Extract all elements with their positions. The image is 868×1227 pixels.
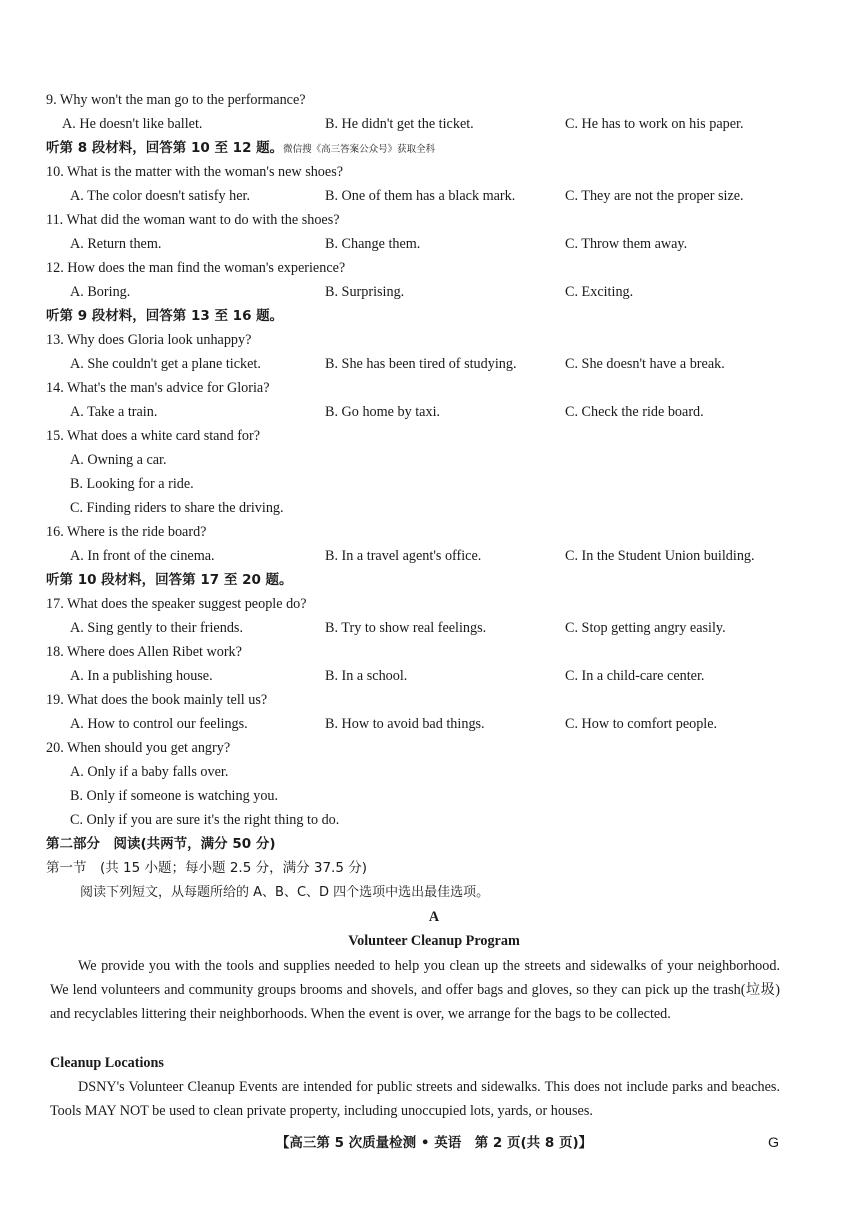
reading-instruction: 阅读下列短文，从每题所给的 A、B、C、D 四个选项中选出最佳选项。 (80, 885, 490, 900)
q14-option-a: A. Take a train. (70, 404, 158, 420)
section-one-heading: 第一节 (共 15 小题；每小题 2.5 分，满分 37.5 分) (46, 860, 367, 876)
section-heading-9: 听第 9 段材料，回答第 13 至 16 题。 (46, 308, 284, 324)
q20-option-a: A. Only if a baby falls over. (70, 764, 229, 780)
question-20: 20. When should you get angry? (46, 740, 231, 756)
q19-option-b: B. How to avoid bad things. (325, 716, 485, 732)
q16-option-a: A. In front of the cinema. (70, 548, 215, 564)
q15-option-a: A. Owning a car. (70, 452, 167, 468)
q18-option-b: B. In a school. (325, 668, 408, 684)
q10-option-b: B. One of them has a black mark. (325, 188, 516, 204)
q14-option-c: C. Check the ride board. (565, 404, 704, 420)
question-17: 17. What does the speaker suggest people do? (46, 596, 307, 612)
q10-option-c: C. They are not the proper size. (565, 188, 744, 204)
passage-paragraph-1 (50, 954, 780, 1026)
q12-option-b: B. Surprising. (325, 284, 405, 300)
q9-option-a: A. He doesn't like ballet. (62, 116, 203, 132)
q11-option-a: A. Return them. (70, 236, 162, 252)
q19-option-c: C. How to comfort people. (565, 716, 718, 732)
passage-letter: A (428, 909, 440, 925)
section-heading-10: 听第 10 段材料，回答第 17 至 20 题。 (46, 572, 293, 588)
q17-option-b: B. Try to show real feelings. (325, 620, 487, 636)
wechat-note: 微信搜《高三答案公众号》获取全科 (283, 144, 436, 155)
q16-option-c: C. In the Student Union building. (565, 548, 755, 564)
q20-option-c: C. Only if you are sure it's the right thing to do. (70, 812, 340, 828)
question-9: 9. Why won't the man go to the performance? (46, 92, 306, 108)
q9-option-b: B. He didn't get the ticket. (325, 116, 474, 132)
paragraph-1-text: We provide you with the tools and supplies needed to help you clean up the streets and sidewalks of your neighborhood. We lend volunteers and community groups brooms and shovels, and offer bags and gloves, so they can pick up the trash(垃圾) and recyclables littering their neighborhoods. When the event is over, we arrange for the bags to be collected. (50, 958, 780, 1022)
q13-option-a: A. She couldn't get a plane ticket. (70, 356, 261, 372)
q11-option-b: B. Change them. (325, 236, 421, 252)
paragraph-2-text: DSNY's Volunteer Cleanup Events are intended for public streets and sidewalks. This does not include parks and beaches. Tools MAY NOT be used to clean private property, including unoccupied lots, yards, or houses. (50, 1079, 780, 1119)
q17-option-c: C. Stop getting angry easily. (565, 620, 726, 636)
q13-option-b: B. She has been tired of studying. (325, 356, 517, 372)
question-10: 10. What is the matter with the woman's new shoes? (46, 164, 344, 180)
q14-option-b: B. Go home by taxi. (325, 404, 441, 420)
q15-option-b: B. Looking for a ride. (70, 476, 194, 492)
q11-option-c: C. Throw them away. (565, 236, 688, 252)
question-18: 18. Where does Allen Ribet work? (46, 644, 242, 660)
part-two-heading: 第二部分 阅读(共两节，满分 50 分) (46, 836, 276, 852)
q18-option-a: A. In a publishing house. (70, 668, 213, 684)
passage-paragraph-2 (50, 1075, 780, 1123)
section-heading-8: 听第 8 段材料，回答第 10 至 12 题。微信搜《高三答案公众号》获取全科 (46, 140, 436, 156)
q10-option-a: A. The color doesn't satisfy her. (70, 188, 250, 204)
question-19: 19. What does the book mainly tell us? (46, 692, 268, 708)
q20-option-b: B. Only if someone is watching you. (70, 788, 279, 804)
q15-option-c: C. Finding riders to share the driving. (70, 500, 284, 516)
question-12: 12. How does the man find the woman's experience? (46, 260, 346, 276)
q12-option-c: C. Exciting. (565, 284, 634, 300)
q19-option-a: A. How to control our feelings. (70, 716, 248, 732)
q16-option-b: B. In a travel agent's office. (325, 548, 482, 564)
version-mark: G (768, 1135, 780, 1151)
page-footer: 【高三第 5 次质量检测 • 英语 第 2 页(共 8 页)】 (275, 1135, 593, 1151)
question-15: 15. What does a white card stand for? (46, 428, 261, 444)
q17-option-a: A. Sing gently to their friends. (70, 620, 243, 636)
q9-option-c: C. He has to work on his paper. (565, 116, 744, 132)
question-11: 11. What did the woman want to do with the shoes? (46, 212, 340, 228)
q12-option-a: A. Boring. (70, 284, 131, 300)
question-13: 13. Why does Gloria look unhappy? (46, 332, 252, 348)
q13-option-c: C. She doesn't have a break. (565, 356, 725, 372)
question-16: 16. Where is the ride board? (46, 524, 207, 540)
passage-title: Volunteer Cleanup Program (348, 933, 520, 949)
q18-option-c: C. In a child-care center. (565, 668, 705, 684)
cleanup-locations-heading: Cleanup Locations (50, 1055, 164, 1071)
question-14: 14. What's the man's advice for Gloria? (46, 380, 270, 396)
